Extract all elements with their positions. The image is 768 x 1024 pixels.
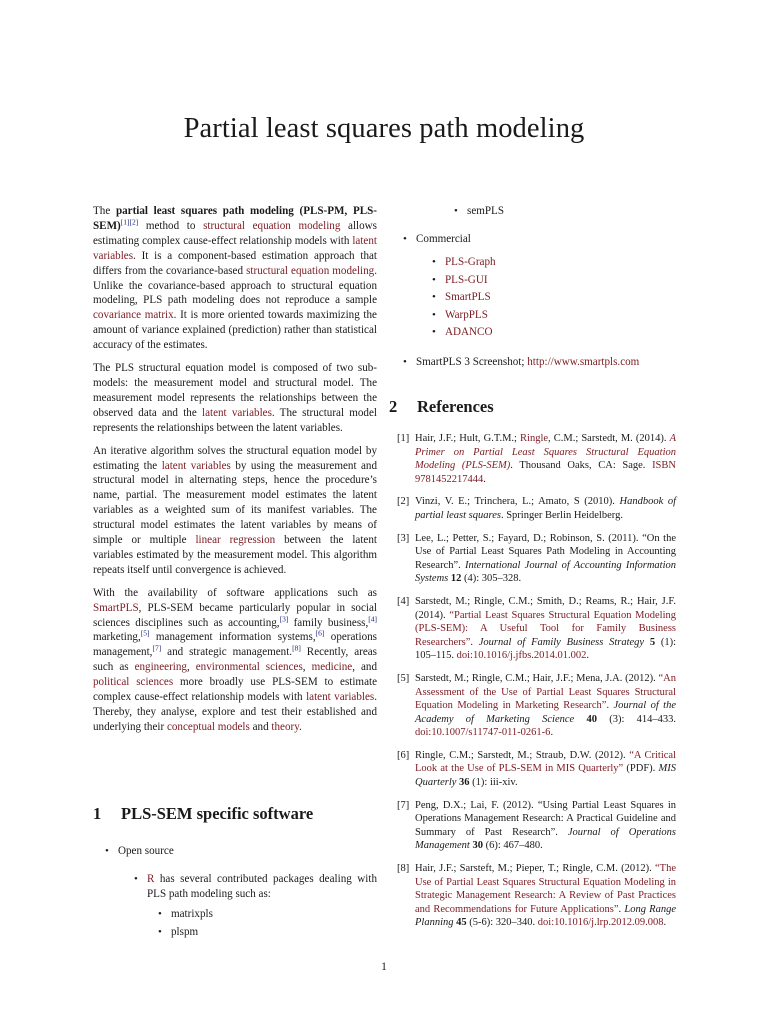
citation-3[interactable]: [3]	[279, 613, 289, 623]
reference-item: [8] Hair, J.F.; Sarsteft, M.; Pieper, T.; Ringle, C.M. (2012). “The Use of Partial Least Squares Structural Equation Modeling in Strategic Management Research: A Review of Past Practices and Recommendations for Future Applications”. Long Range Planning 45 (5-6): 320–340. doi:10.1016/j.lrp.2012.09.008.	[397, 863, 676, 929]
section-heading-software	[93, 804, 313, 824]
citation-6[interactable]: [6]	[315, 628, 325, 638]
link-linear-regression[interactable]: linear regression	[195, 534, 276, 547]
reference-item: [2] Vinzi, V. E.; Trinchera, L.; Amato, S (2010). Handbook of partial least squares. Springer Berlin Heidelberg.	[397, 496, 676, 521]
link-reference-title[interactable]: “An Assessment of the Use of Partial Least Squares Structural Equation Modeling in Marketing Research”	[415, 672, 676, 712]
citation-1-2[interactable]: [1][2]	[120, 217, 139, 227]
reference-number: [8]	[397, 863, 410, 875]
list-item-package: • plspm	[171, 925, 371, 940]
term-pls-sem: (PLS-PM, PLS-SEM)	[93, 205, 377, 232]
section-title: References	[417, 397, 494, 416]
reference-item: [3] Lee, L.; Petter, S.; Fayard, D.; Robinson, S. (2011). “On the Use of Partial Least Squares Path Modeling in Accounting Research”. International Journal of Accounting Information Systems 12 (4): 305–328.	[397, 532, 677, 585]
link-theory[interactable]: theory	[271, 720, 300, 733]
link-pls-graph[interactable]: PLS-Graph	[445, 256, 496, 268]
link-doi[interactable]: doi:10.1016/j.lrp.2012.09.008	[537, 917, 664, 929]
reference-item: [4] Sarstedt, M.; Ringle, C.M.; Smith, D.; Reams, R.; Hair, J.F. (2014). “Partial Least Squares Structural Equation Modeling (PLS-SEM): A Useful Tool for Family Business Researchers”. Journal of Family Business Strategy 5 (1): 105–115. doi:10.1016/j.jfbs.2014.01.002.	[397, 595, 676, 662]
link-reference-title[interactable]: “The Use of Partial Least Squares Structural Equation Modeling in Strategic Management Research: A Review of Past Practices and Recommendations for Future Applications”	[415, 863, 676, 915]
list-item-screenshot: • SmartPLS 3 Screenshot; http://www.smartpls.com	[416, 355, 676, 370]
link-doi[interactable]: doi:10.1016/j.jfbs.2014.01.002	[456, 650, 587, 662]
link-r[interactable]: R	[147, 873, 155, 885]
intro-paragraph-4: With the availability of software applications such as SmartPLS, PLS-SEM became particularly popular in social sciences disciplines such as accounting,[3] family business,[4] marketing,[5] management information systems,[6] operations management,[7] and strategic management.[8] Recently, areas such as engineering, environmental sciences, medicine, and political sciences more broadly use PLS-SEM to estimate complex cause-effect relationship models with latent variables. Thereby, they analyse, explore and test their established and underlying their conceptual models and theory.	[93, 586, 378, 733]
reference-number: [6]	[397, 749, 410, 761]
references-list	[389, 432, 676, 939]
list-item-software	[445, 325, 675, 340]
intro-paragraph-2: The PLS structural equation model is composed of two sub-models: the measurement model and structural model. The measurement model represents the relationships between the observed data and the latent variables. The structural model represents the relationships between the latent variables.	[93, 362, 377, 434]
link-smartpls[interactable]: SmartPLS	[93, 601, 139, 614]
link-smartpls[interactable]: SmartPLS	[445, 291, 491, 303]
link-engineering[interactable]: engineering	[134, 661, 187, 674]
link-medicine[interactable]: medicine	[311, 661, 353, 674]
commercial-software-list	[445, 255, 675, 340]
open-source-list	[147, 872, 377, 902]
link-doi[interactable]: doi:10.1007/s11747-011-0261-6	[415, 727, 551, 739]
link-reference-title[interactable]: “Partial Least Squares Structural Equation Modeling (PLS-SEM): A Useful Tool for Family Business Researchers”	[415, 609, 676, 648]
link-isbn[interactable]: ISBN 9781452217444	[415, 460, 676, 485]
citation-7[interactable]: [7]	[152, 643, 162, 653]
reference-number: [3]	[397, 532, 410, 544]
screenshot-list	[416, 355, 676, 370]
citation-8[interactable]: [8]	[292, 643, 301, 653]
list-item-software	[445, 290, 675, 305]
link-environmental-sciences[interactable]: environmental sciences	[195, 661, 303, 674]
list-item-software	[445, 273, 675, 288]
reference-number: [2]	[397, 496, 410, 508]
link-warppls[interactable]: WarpPLS	[445, 308, 488, 321]
reference-number: [7]	[397, 799, 410, 811]
link-ringle[interactable]: Ringle	[520, 433, 549, 444]
link-structural-equation-modeling[interactable]: structural equation modeling	[203, 219, 341, 232]
reference-number: [4]	[397, 595, 410, 607]
reference-item: [1] Hair, J.F.; Hult, G.T.M.; Ringle, C.M.; Sarstedt, M. (2014). A Primer on Partial Least Squares Structural Equation Modeling (PLS-SEM). Thousand Oaks, CA: Sage. ISBN 9781452217444.	[397, 433, 676, 485]
citation-5[interactable]: [5]	[140, 628, 150, 638]
section-number: 1	[93, 804, 102, 823]
link-political-sciences[interactable]: political sciences	[93, 676, 174, 689]
intro-paragraph-1: The partial least squares path modeling (PLS-PM, PLS-SEM)[1][2] method to structural equation modeling allows estimating complex cause-effect relationship models with latent variables. It is a component-based estimation approach that differs from the covariance-based structural equation modeling. Unlike the covariance-based approach to structural equation modeling, PLS path modeling does not reproduce a sample covariance matrix. It is more oriented towards maximizing the amount of variance explained (prediction) rather than statistical accuracy of the estimates.	[93, 205, 377, 352]
reference-item: [6] Ringle, C.M.; Sarstedt, M.; Straub, D.W. (2012). “A Critical Look at the Use of PLS-SEM in MIS Quarterly” (PDF). MIS Quarterly 36 (1): iii-xiv.	[397, 749, 676, 789]
link-latent-variables[interactable]: latent variables	[161, 459, 231, 472]
list-item-software	[445, 308, 675, 323]
left-column	[93, 204, 377, 743]
link-conceptual-models[interactable]: conceptual models	[166, 720, 250, 733]
list-item-software	[445, 255, 675, 270]
r-packages-list	[171, 907, 371, 940]
list-item-commercial: • Commercial	[416, 232, 676, 247]
reference-number: [5]	[397, 672, 410, 684]
list-item-open-source: • Open source	[118, 844, 377, 859]
term-pls-pm: partial least squares path modeling	[115, 205, 294, 217]
section-number: 2	[389, 397, 398, 416]
reference-number: [1]	[397, 433, 410, 444]
link-pls-gui[interactable]: PLS-GUI	[445, 273, 488, 286]
link-latent-variables[interactable]: latent variables	[306, 691, 375, 704]
list-item-package: • semPLS	[467, 204, 667, 219]
section-title: PLS-SEM specific software	[121, 804, 314, 823]
page-title: Partial least squares path modeling	[183, 113, 585, 144]
link-latent-variables[interactable]: latent variables	[201, 406, 272, 419]
intro-paragraph-3: An iterative algorithm solves the structural equation model by estimating the latent variables by using the measurement and structural model in alternating steps, hence the procedure’s name, partial. The measurement model estimates the latent variables as a weighted sum of its manifest variables. The structural model estimates the latent variables by means of simple or multiple linear regression between the latent variables estimated by the measurement model. This algorithm repeats itself until convergence is achieved.	[93, 444, 378, 576]
commercial-list	[416, 232, 676, 247]
link-covariance-matrix[interactable]: covariance matrix	[93, 309, 174, 322]
reference-item: [5] Sarstedt, M.; Ringle, C.M.; Hair, J.F.; Mena, J.A. (2012). “An Assessment of the Use of Partial Least Squares Structural Equation Modeling in Marketing Research”. Journal of the Academy of Marketing Science 40 (3): 414–433. doi:10.1007/s11747-011-0261-6.	[397, 672, 676, 739]
link-reference-title[interactable]: A Primer on Partial Least Squares Structural Equation Modeling (PLS-SEM)	[415, 433, 676, 472]
page-number: 1	[381, 961, 387, 973]
r-packages-list-continued	[467, 204, 667, 219]
software-list	[118, 844, 377, 859]
link-smartpls-website[interactable]: http://www.smartpls.com	[527, 356, 640, 368]
list-item-package: • matrixpls	[171, 907, 371, 922]
link-latent-variables[interactable]: latent variables	[93, 234, 377, 262]
reference-item: [7] Peng, D.X.; Lai, F. (2012). “Using Partial Least Squares in Operations Management Research: A Practical Guideline and Summary of Past Research”. Journal of Operations Management 30 (6): 467–480.	[397, 799, 676, 852]
link-adanco[interactable]: ADANCO	[445, 326, 493, 338]
section-heading-references	[389, 397, 494, 417]
link-structural-equation-modeling[interactable]: structural equation modeling	[246, 264, 375, 277]
link-reference-title[interactable]: “A Critical Look at the Use of PLS-SEM in MIS Quarterly”	[415, 749, 676, 775]
list-item-r: • R has several contributed packages dealing with PLS path modeling such as:	[147, 872, 377, 902]
citation-4[interactable]: [4]	[368, 613, 377, 623]
